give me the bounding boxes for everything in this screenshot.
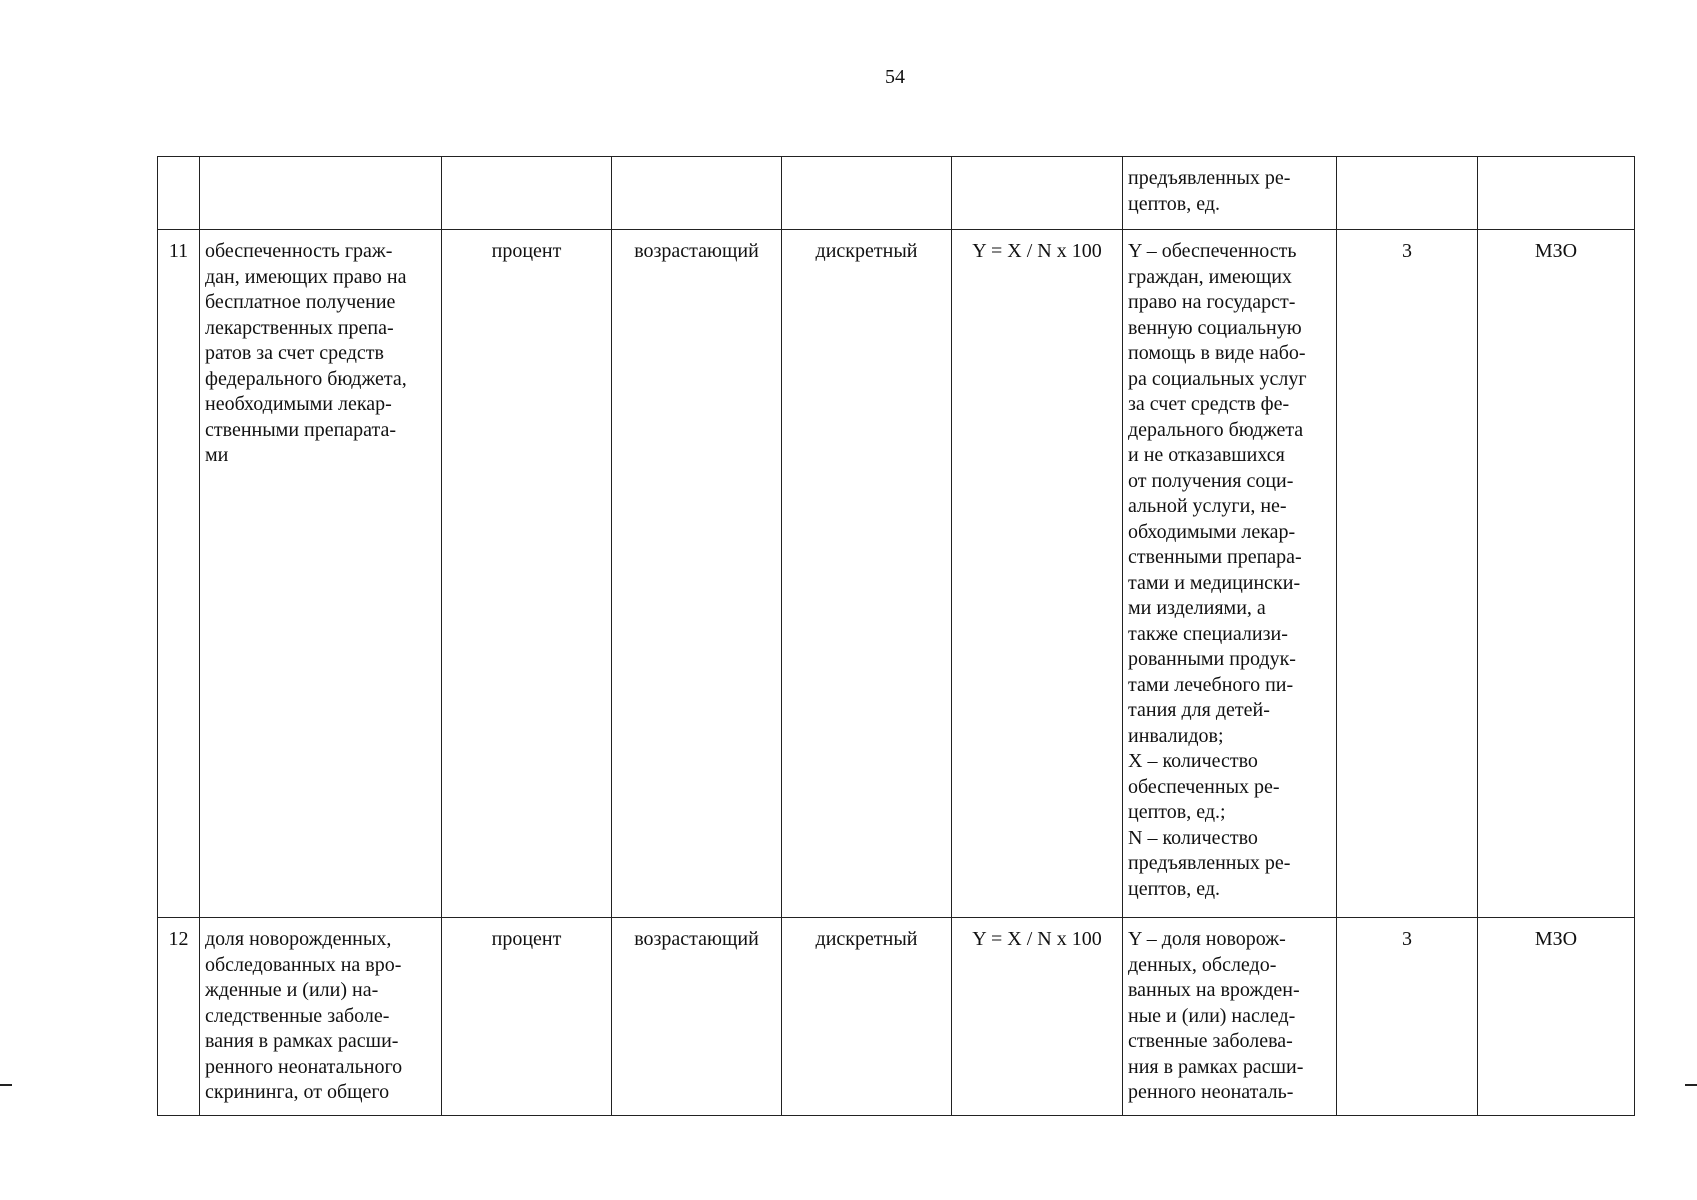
description-cell — [1123, 918, 1337, 1116]
formula-cell: Y = X / N x 100 — [952, 230, 1123, 918]
text-line: скрининга, от общего — [205, 1081, 390, 1103]
text-line: ра социальных услуг — [1128, 367, 1307, 390]
type-cell: дискретный — [782, 918, 952, 1116]
page-number: 54 — [885, 66, 905, 88]
description-cell — [1123, 157, 1337, 230]
text-line: следственные заболе- — [205, 1004, 390, 1027]
text-line: тами лечебного пи- — [1128, 673, 1294, 696]
text-line: право на государст- — [1128, 291, 1296, 313]
text-line: обследованных на вро- — [205, 953, 402, 976]
text-line: ственные заболева- — [1128, 1030, 1293, 1052]
indicators-table — [157, 156, 1635, 1116]
source-cell: 3 — [1337, 230, 1478, 918]
text-line: тания для детей- — [1128, 699, 1270, 721]
type-cell — [782, 157, 952, 230]
text-line: рованными продук- — [1128, 648, 1296, 670]
source-cell: 3 — [1337, 918, 1478, 1116]
text-line: ми — [205, 444, 229, 466]
text-line: денных, обследо- — [1128, 953, 1277, 976]
direction-cell: возрастающий — [612, 230, 782, 918]
indicator-name-cell — [200, 157, 442, 230]
formula-cell — [952, 157, 1123, 230]
text-line: жденные и (или) на- — [205, 979, 379, 1001]
text-line: венную социальную — [1128, 316, 1302, 339]
text-line: за счет средств фе- — [1128, 393, 1290, 415]
unit-cell — [442, 157, 612, 230]
row-number-cell: 12 — [158, 918, 200, 1116]
text-line: ные и (или) наслед- — [1128, 1004, 1296, 1027]
text-line: инвалидов; — [1128, 724, 1224, 747]
text-line: вания в рамках расши- — [205, 1030, 399, 1052]
text-line: от получения соци- — [1128, 469, 1294, 492]
text-line: цептов, ед. — [1128, 877, 1220, 900]
responsible-cell: МЗО — [1478, 230, 1635, 918]
source-cell — [1337, 157, 1478, 230]
text-line: и не отказавшихся — [1128, 444, 1285, 466]
text-line: помощь в виде набо- — [1128, 342, 1306, 364]
row-number-cell — [158, 157, 200, 230]
responsible-cell — [1478, 157, 1635, 230]
text-line: бесплатное получение — [205, 291, 396, 313]
table-row — [158, 157, 1635, 230]
text-line: ми изделиями, а — [1128, 597, 1266, 619]
unit-cell: процент — [442, 230, 612, 918]
indicator-name-cell — [200, 230, 442, 918]
text-line: обеспеченность граж- — [205, 240, 393, 262]
table-row — [158, 918, 1635, 1116]
margin-mark-right — [1685, 1084, 1697, 1086]
formula-cell: Y = X / N x 100 — [952, 918, 1123, 1116]
text-line: Y – доля новорож- — [1128, 928, 1286, 950]
unit-cell: процент — [442, 918, 612, 1116]
text-line: ния в рамках расши- — [1128, 1055, 1304, 1078]
text-line: предъявленных ре- — [1128, 852, 1291, 874]
text-line: ратов за счет средств — [205, 342, 384, 364]
text-line: дерального бюджета — [1128, 418, 1304, 441]
type-cell: дискретный — [782, 230, 952, 918]
text-line: альной услуги, не- — [1128, 495, 1287, 517]
table-body — [158, 157, 1635, 1116]
text-line: дан, имеющих право на — [205, 265, 407, 288]
text-line: ственными препарата- — [205, 418, 397, 441]
text-line: также специализи- — [1128, 622, 1288, 645]
text-line: ванных на врожден- — [1128, 979, 1300, 1001]
direction-cell: возрастающий — [612, 918, 782, 1116]
text-line: цептов, ед.; — [1128, 801, 1226, 823]
text-line: лекарственных препа- — [205, 316, 394, 339]
description-cell — [1123, 230, 1337, 918]
table-row — [158, 230, 1635, 918]
text-line: предъявленных ре- — [1128, 167, 1291, 189]
responsible-cell: МЗО — [1478, 918, 1635, 1116]
text-line: необходимыми лекар- — [205, 393, 392, 415]
row-number-cell: 11 — [158, 230, 200, 918]
text-line: Y – обеспеченность — [1128, 240, 1297, 262]
margin-mark-left — [0, 1084, 12, 1086]
text-line: доля новорожденных, — [205, 928, 392, 950]
direction-cell — [612, 157, 782, 230]
text-line: федерального бюджета, — [205, 367, 407, 390]
text-line: граждан, имеющих — [1128, 265, 1292, 288]
text-line: ренного неонатального — [205, 1055, 403, 1078]
text-line: ренного неонаталь- — [1128, 1081, 1294, 1103]
text-line: ственными препара- — [1128, 546, 1302, 568]
indicator-name-cell — [200, 918, 442, 1116]
text-line: N – количество — [1128, 826, 1258, 849]
text-line: обходимыми лекар- — [1128, 520, 1296, 543]
text-line: X – количество — [1128, 750, 1258, 772]
text-line: тами и медицински- — [1128, 571, 1301, 594]
text-line: цептов, ед. — [1128, 192, 1220, 215]
text-line: обеспеченных ре- — [1128, 775, 1280, 798]
